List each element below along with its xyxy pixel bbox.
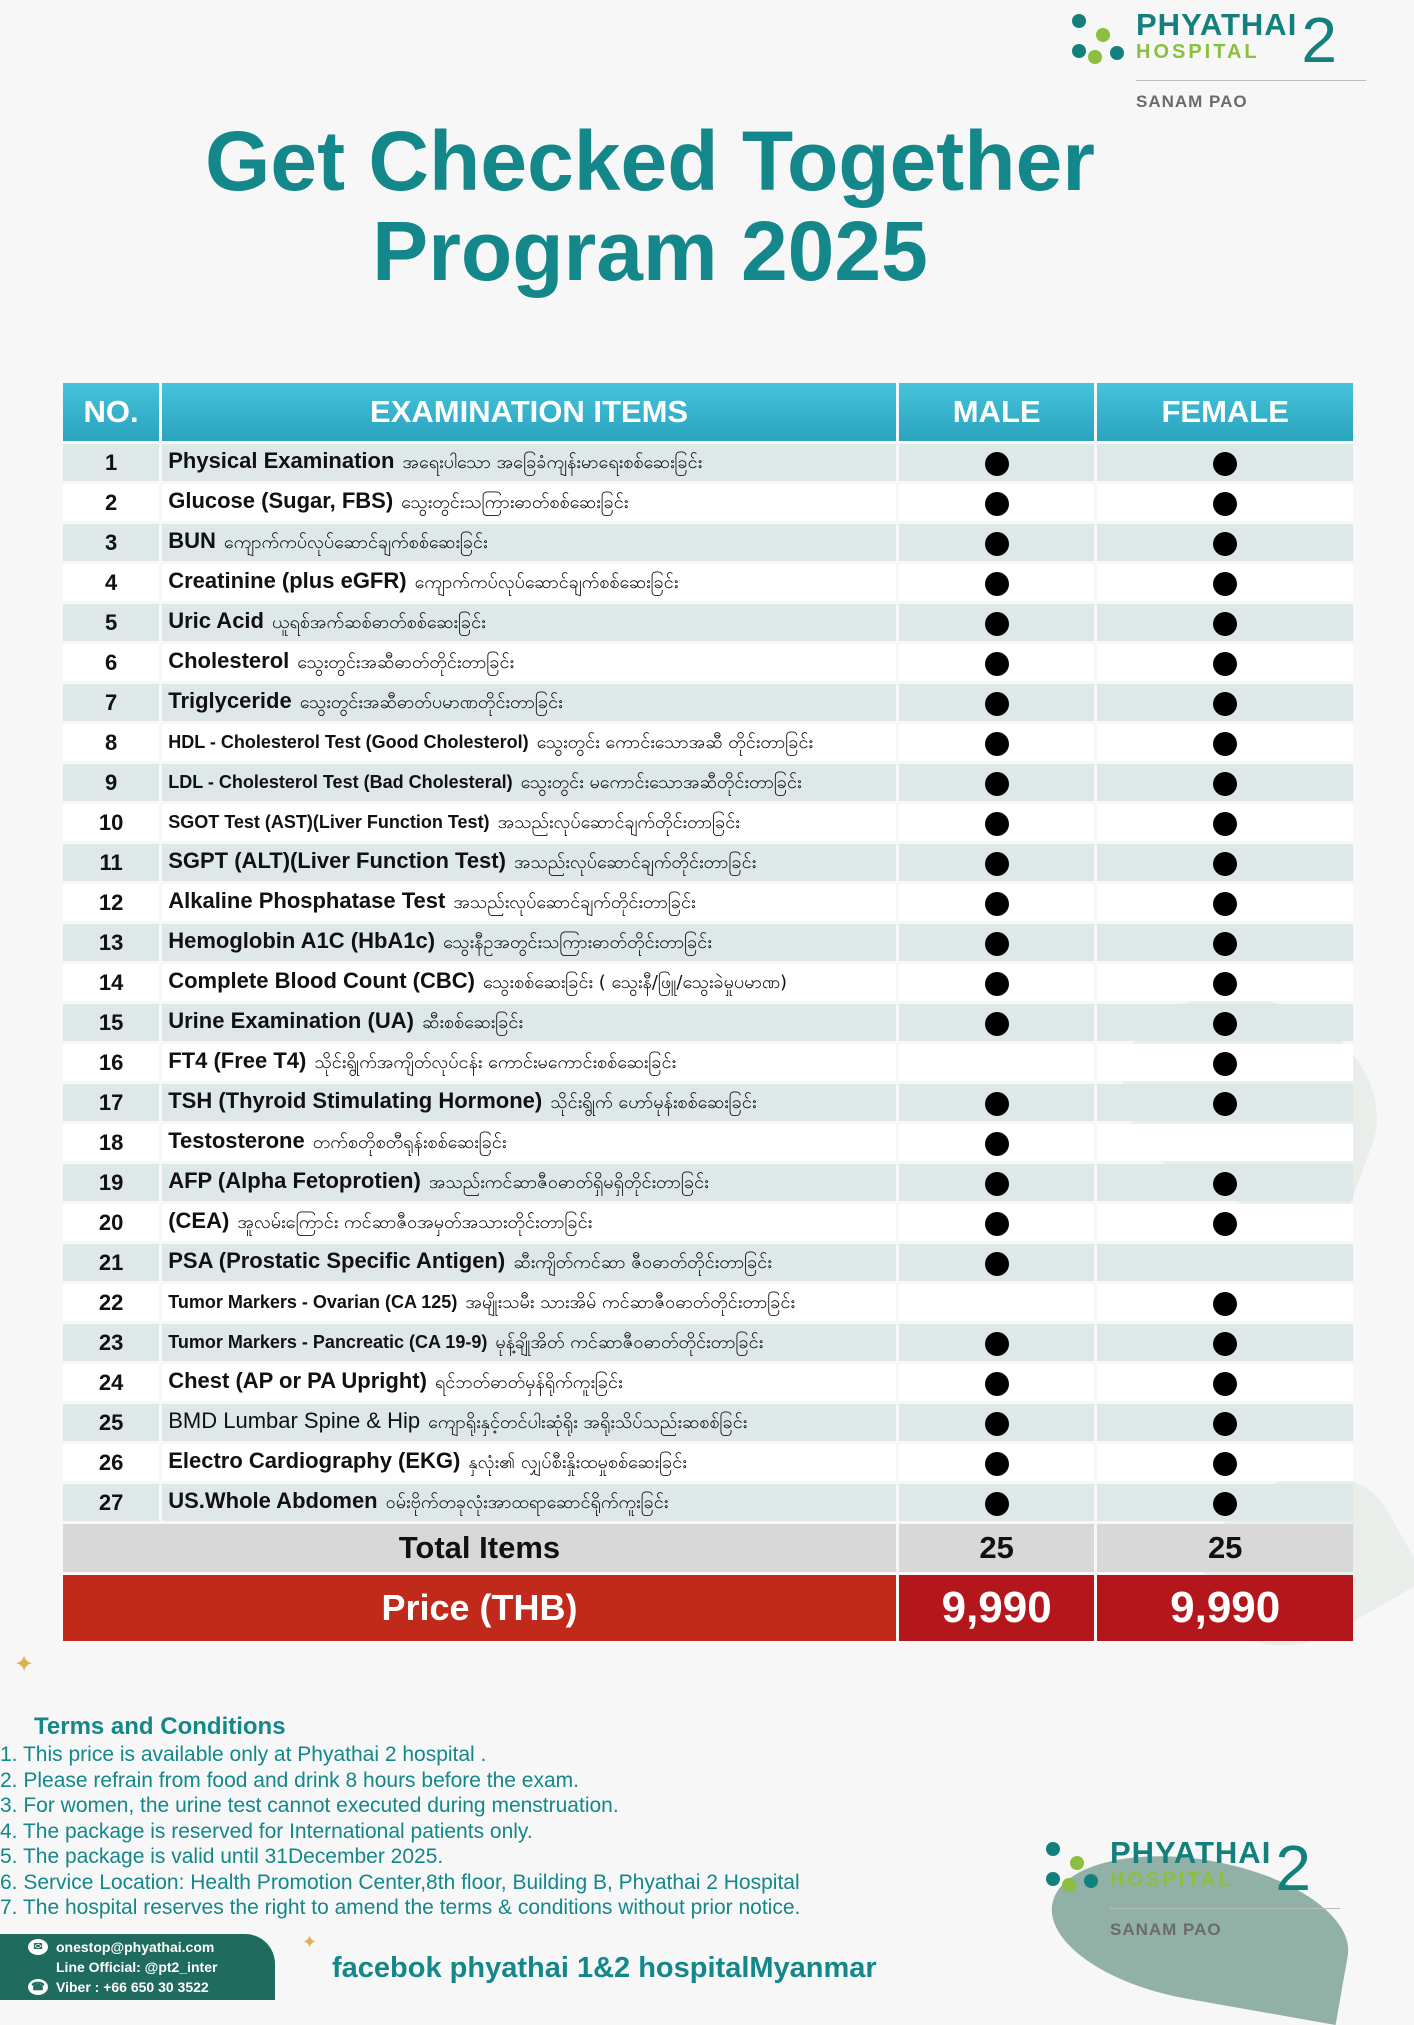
table-row [63, 444, 1353, 481]
male-mark [899, 1284, 1094, 1321]
male-mark [899, 964, 1094, 1001]
male-mark [899, 1164, 1094, 1201]
exam-item [162, 1364, 896, 1401]
exam-item-english: Cholesterol [168, 648, 290, 673]
row-number: 24 [63, 1364, 159, 1401]
female-mark [1097, 1484, 1353, 1521]
included-dot-icon [985, 1092, 1009, 1116]
exam-item-myanmar: ဆီးကျိတ်ကင်ဆာ ဇီဝဓာတ်တိုင်းတာခြင်း [513, 1252, 772, 1273]
exam-item-english: PSA (Prostatic Specific Antigen) [168, 1248, 506, 1273]
male-mark [899, 1244, 1094, 1281]
facebook-link[interactable]: facebok phyathai 1&2 hospitalMyanmar [332, 1952, 877, 1984]
table-row [63, 604, 1353, 641]
logo-name: PHYATHAI [1136, 7, 1298, 42]
exam-item-english: Tumor Markers - Ovarian (CA 125) [168, 1292, 458, 1312]
row-number: 25 [63, 1404, 159, 1441]
table-row [63, 844, 1353, 881]
male-mark [899, 1124, 1094, 1161]
row-number: 4 [63, 564, 159, 601]
exam-item-myanmar: သွေးတွင်းအဆီဓာတ်ပမာဏတိုင်းတာခြင်း [299, 692, 563, 713]
total-label: Total Items [63, 1524, 896, 1572]
exam-item [162, 1244, 896, 1281]
exam-item [162, 724, 896, 761]
logo-branch: SANAM PAO [1110, 1920, 1222, 1939]
exam-item [162, 524, 896, 561]
included-dot-icon [985, 1212, 1009, 1236]
row-number: 26 [63, 1444, 159, 1481]
included-dot-icon [1213, 492, 1237, 516]
exam-item-english: BMD Lumbar Spine & Hip [168, 1408, 421, 1433]
included-dot-icon [1213, 1292, 1237, 1316]
exam-item-myanmar: သိုင်းရွိုက် ဟော်မုန်းစစ်ဆေးခြင်း [550, 1092, 757, 1113]
exam-item-english: SGOT Test (AST)(Liver Function Test) [168, 812, 490, 832]
exam-item [162, 684, 896, 721]
exam-item-myanmar: နှလုံး၏ လျှပ်စီးနှိုးထမှုစစ်ဆေးခြင်း [468, 1452, 687, 1473]
exam-item-english: US.Whole Abdomen [168, 1488, 378, 1513]
hospital-logo-top [1066, 4, 1337, 111]
included-dot-icon [1213, 1332, 1237, 1356]
table-row [63, 684, 1353, 721]
page-title-line1: Get Checked Together [205, 114, 1095, 208]
exam-item [162, 1204, 896, 1241]
row-number: 20 [63, 1204, 159, 1241]
exam-item [162, 1004, 896, 1041]
price-female: 9,990 [1097, 1575, 1353, 1641]
row-number: 18 [63, 1124, 159, 1161]
female-mark [1097, 884, 1353, 921]
exam-item [162, 1084, 896, 1121]
exam-item [162, 484, 896, 521]
table-row [63, 1444, 1353, 1481]
table-row [63, 524, 1353, 561]
male-mark [899, 1204, 1094, 1241]
logo-branch: SANAM PAO [1136, 92, 1248, 111]
table-row [63, 1164, 1353, 1201]
exam-item [162, 1284, 896, 1321]
exam-item-english: HDL - Cholesterol Test (Good Cholesterol) [168, 732, 529, 752]
female-mark [1097, 1404, 1353, 1441]
female-mark [1097, 1044, 1353, 1081]
row-number: 6 [63, 644, 159, 681]
exam-item-myanmar: သွေးတွင်းအဆီဓာတ်တိုင်းတာခြင်း [297, 652, 515, 673]
female-mark [1097, 804, 1353, 841]
row-number: 14 [63, 964, 159, 1001]
table-row [63, 1324, 1353, 1361]
table-row [63, 1204, 1353, 1241]
terms-item: 3. For women, the urine test cannot executed during menstruation. [0, 1794, 619, 1817]
male-mark [899, 1444, 1094, 1481]
page-title-line2: Program 2025 [372, 204, 928, 298]
table-row [63, 964, 1353, 1001]
included-dot-icon [985, 492, 1009, 516]
table-row [63, 1404, 1353, 1441]
included-dot-icon [985, 1412, 1009, 1436]
total-male: 25 [899, 1524, 1094, 1572]
header-female: FEMALE [1097, 383, 1353, 441]
included-dot-icon [985, 812, 1009, 836]
exam-item-english: Urine Examination (UA) [168, 1008, 414, 1033]
exam-item-english: FT4 (Free T4) [168, 1048, 307, 1073]
exam-item [162, 1404, 896, 1441]
female-mark [1097, 1324, 1353, 1361]
male-mark [899, 1364, 1094, 1401]
included-dot-icon [1213, 1492, 1237, 1516]
female-mark [1097, 1084, 1353, 1121]
included-dot-icon [1213, 1172, 1237, 1196]
included-dot-icon [1213, 1372, 1237, 1396]
included-dot-icon [985, 1492, 1009, 1516]
female-mark [1097, 564, 1353, 601]
included-dot-icon [985, 892, 1009, 916]
included-dot-icon [985, 732, 1009, 756]
female-mark [1097, 484, 1353, 521]
included-dot-icon [985, 1132, 1009, 1156]
included-dot-icon [985, 572, 1009, 596]
exam-item [162, 804, 896, 841]
terms-item: 6. Service Location: Health Promotion Center,8th floor, Building B, Phyathai 2 Hospital [0, 1870, 800, 1894]
included-dot-icon [1213, 892, 1237, 916]
row-number: 8 [63, 724, 159, 761]
male-mark [899, 604, 1094, 641]
exam-item [162, 764, 896, 801]
included-dot-icon [985, 532, 1009, 556]
female-mark [1097, 764, 1353, 801]
included-dot-icon [985, 612, 1009, 636]
terms-list [0, 1742, 800, 1921]
exam-item-english: TSH (Thyroid Stimulating Hormone) [168, 1088, 543, 1113]
exam-item-myanmar: ကျောရိုးနှင့်တင်ပါးဆုံရိုး အရိုးသိပ်သည်းဆစစ်ခြင်း [428, 1412, 748, 1433]
included-dot-icon [985, 452, 1009, 476]
row-number: 27 [63, 1484, 159, 1521]
included-dot-icon [1213, 1212, 1237, 1236]
included-dot-icon [1213, 772, 1237, 796]
included-dot-icon [985, 1252, 1009, 1276]
header-items: EXAMINATION ITEMS [162, 383, 896, 441]
terms-item: 7. The hospital reserves the right to amend the terms & conditions without prior notice. [0, 1896, 801, 1919]
contact-email[interactable]: onestop@phyathai.com [56, 1939, 215, 1955]
row-number: 11 [63, 844, 159, 881]
exam-item-myanmar: ဆီးစစ်ဆေးခြင်း [421, 1012, 523, 1033]
included-dot-icon [985, 1452, 1009, 1476]
exam-item [162, 564, 896, 601]
exam-item [162, 884, 896, 921]
table-row [63, 484, 1353, 521]
exam-item-myanmar: သွေးတွင်း မကောင်းသောအဆီတိုင်းတာခြင်း [520, 772, 802, 793]
exam-item-myanmar: အမျိုးသမီး သားအိမ် ကင်ဆာဇီဝဓာတ်တိုင်းတာခြင်း [465, 1292, 795, 1313]
price-male: 9,990 [899, 1575, 1094, 1641]
male-mark [899, 644, 1094, 681]
header-no: NO. [63, 383, 159, 441]
female-mark [1097, 1164, 1353, 1201]
table-row [63, 1284, 1353, 1321]
female-mark [1097, 1444, 1353, 1481]
logo-molecule-icon [1066, 10, 1128, 66]
table-row [63, 884, 1353, 921]
included-dot-icon [1213, 812, 1237, 836]
table-row [63, 564, 1353, 601]
logo-sub: HOSPITAL [1136, 41, 1260, 63]
exam-item [162, 1124, 896, 1161]
male-mark [899, 764, 1094, 801]
included-dot-icon [1213, 852, 1237, 876]
table-header-row [63, 383, 1353, 441]
email-icon: ✉ [28, 1939, 48, 1955]
exam-item-myanmar: သွေးစစ်ဆေးခြင်း ( သွေးနီ/ဖြူ/သွေးခဲမှုပမာဏ) [482, 972, 788, 993]
included-dot-icon [1213, 692, 1237, 716]
exam-item-myanmar: အသည်းလုပ်ဆောင်ချက်တိုင်းတာခြင်း [453, 892, 696, 913]
table-row [63, 1124, 1353, 1161]
exam-item-myanmar: ရင်ဘတ်ဓာတ်မှန်ရိုက်ကူးခြင်း [434, 1372, 623, 1393]
row-number: 13 [63, 924, 159, 961]
female-mark [1097, 1364, 1353, 1401]
logo-name: PHYATHAI [1110, 1835, 1272, 1870]
row-number: 10 [63, 804, 159, 841]
table-row [63, 924, 1353, 961]
female-mark [1097, 1004, 1353, 1041]
table-row [63, 644, 1353, 681]
total-row [63, 1524, 1353, 1572]
hospital-logo-bottom [1040, 1832, 1311, 1939]
exam-item [162, 604, 896, 641]
row-number: 23 [63, 1324, 159, 1361]
male-mark [899, 1004, 1094, 1041]
logo-number: 2 [1275, 1832, 1311, 1904]
exam-item-myanmar: ယူရစ်အက်ဆစ်ဓာတ်စစ်ဆေးခြင်း [272, 612, 486, 633]
row-number: 9 [63, 764, 159, 801]
table-row [63, 1244, 1353, 1281]
exam-item [162, 1044, 896, 1081]
male-mark [899, 1404, 1094, 1441]
exam-item-english: Tumor Markers - Pancreatic (CA 19-9) [168, 1332, 488, 1352]
price-row [63, 1575, 1353, 1641]
contact-panel [0, 1934, 275, 2000]
row-number: 5 [63, 604, 159, 641]
exam-item [162, 964, 896, 1001]
exam-item-english: Testosterone [168, 1128, 305, 1153]
row-number: 21 [63, 1244, 159, 1281]
exam-item [162, 924, 896, 961]
female-mark [1097, 644, 1353, 681]
exam-item-myanmar: အသည်းလုပ်ဆောင်ချက်တိုင်းတာခြင်း [513, 852, 757, 873]
exam-item-english: SGPT (ALT)(Liver Function Test) [168, 848, 506, 873]
male-mark [899, 1484, 1094, 1521]
examination-table [60, 380, 1356, 1644]
included-dot-icon [985, 652, 1009, 676]
female-mark [1097, 964, 1353, 1001]
exam-item-english: Hemoglobin A1C (HbA1c) [168, 928, 436, 953]
total-female: 25 [1097, 1524, 1353, 1572]
included-dot-icon [985, 772, 1009, 796]
row-number: 3 [63, 524, 159, 561]
table-row [63, 1044, 1353, 1081]
exam-item-english: AFP (Alpha Fetoprotien) [168, 1168, 421, 1193]
row-number: 15 [63, 1004, 159, 1041]
exam-item-english: Glucose (Sugar, FBS) [168, 488, 394, 513]
included-dot-icon [1213, 572, 1237, 596]
terms-item: 4. The package is reserved for International patients only. [0, 1819, 533, 1843]
female-mark [1097, 1284, 1353, 1321]
male-mark [899, 724, 1094, 761]
included-dot-icon [985, 932, 1009, 956]
male-mark [899, 804, 1094, 841]
male-mark [899, 444, 1094, 481]
male-mark [899, 1084, 1094, 1121]
row-number: 1 [63, 444, 159, 481]
row-number: 12 [63, 884, 159, 921]
male-mark [899, 684, 1094, 721]
exam-item-english: Electro Cardiography (EKG) [168, 1448, 461, 1473]
included-dot-icon [985, 692, 1009, 716]
table-row [63, 724, 1353, 761]
included-dot-icon [985, 1372, 1009, 1396]
exam-item-myanmar: သွေးတွင်းသကြားဓာတ်စစ်ဆေးခြင်း [401, 492, 629, 513]
male-mark [899, 924, 1094, 961]
female-mark [1097, 1204, 1353, 1241]
exam-item-myanmar: ကျောက်ကပ်လုပ်ဆောင်ချက်စစ်ဆေးခြင်း [414, 572, 679, 593]
exam-item-myanmar: အသည်းလုပ်ဆောင်ချက်တိုင်းတာခြင်း [497, 812, 740, 833]
male-mark [899, 484, 1094, 521]
header-male: MALE [899, 383, 1094, 441]
included-dot-icon [1213, 932, 1237, 956]
male-mark [899, 1324, 1094, 1361]
exam-item-myanmar: တက်စတိုစတီရုန်းစစ်ဆေးခြင်း [312, 1132, 507, 1153]
price-label: Price (THB) [63, 1575, 896, 1641]
exam-item [162, 1444, 896, 1481]
female-mark [1097, 1124, 1353, 1161]
male-mark [899, 884, 1094, 921]
exam-item-english: Creatinine (plus eGFR) [168, 568, 407, 593]
included-dot-icon [1213, 972, 1237, 996]
female-mark [1097, 724, 1353, 761]
female-mark [1097, 444, 1353, 481]
exam-item-myanmar: မုန့်ချိုအိတ် ကင်ဆာဇီဝဓာတ်တိုင်းတာခြင်း [495, 1332, 764, 1353]
exam-item-english: (CEA) [168, 1208, 230, 1233]
row-number: 2 [63, 484, 159, 521]
included-dot-icon [1213, 1452, 1237, 1476]
contact-line[interactable]: Line Official: @pt2_inter [56, 1959, 218, 1975]
included-dot-icon [1213, 1412, 1237, 1436]
exam-item-myanmar: ကျောက်ကပ်လုပ်ဆောင်ချက်စစ်ဆေးခြင်း [223, 532, 488, 553]
included-dot-icon [985, 1332, 1009, 1356]
table-row [63, 1084, 1353, 1121]
logo-sub: HOSPITAL [1110, 1869, 1234, 1891]
female-mark [1097, 1244, 1353, 1281]
included-dot-icon [985, 852, 1009, 876]
exam-item [162, 844, 896, 881]
male-mark [899, 564, 1094, 601]
terms-item: 1. This price is available only at Phyathai 2 hospital . [0, 1743, 487, 1766]
exam-item [162, 444, 896, 481]
male-mark [899, 524, 1094, 561]
exam-item [162, 1324, 896, 1361]
row-number: 22 [63, 1284, 159, 1321]
included-dot-icon [1213, 1012, 1237, 1036]
exam-item-english: Chest (AP or PA Upright) [168, 1368, 427, 1393]
exam-item-english: Physical Examination [168, 448, 395, 473]
row-number: 17 [63, 1084, 159, 1121]
exam-item-english: Triglyceride [168, 688, 292, 713]
terms-item: 5. The package is valid until 31December 2025. [0, 1845, 444, 1868]
included-dot-icon [1213, 732, 1237, 756]
logo-divider [1110, 1908, 1340, 1909]
exam-item-english: BUN [168, 528, 216, 553]
table-row [63, 1484, 1353, 1521]
terms-item: 2. Please refrain from food and drink 8 hours before the exam. [0, 1768, 579, 1792]
included-dot-icon [985, 1172, 1009, 1196]
included-dot-icon [1213, 1092, 1237, 1116]
male-mark [899, 1044, 1094, 1081]
exam-item-myanmar: အူလမ်းကြောင်း ကင်ဆာဇီဝအမှတ်အသားတိုင်းတာခြင်း [237, 1212, 593, 1233]
exam-item-english: Uric Acid [168, 608, 264, 633]
female-mark [1097, 924, 1353, 961]
contact-viber[interactable]: Viber : +66 650 30 3522 [56, 1979, 209, 1995]
exam-item [162, 1484, 896, 1521]
logo-molecule-icon [1040, 1838, 1102, 1894]
exam-item-english: Alkaline Phosphatase Test [168, 888, 446, 913]
included-dot-icon [985, 972, 1009, 996]
row-number: 16 [63, 1044, 159, 1081]
row-number: 7 [63, 684, 159, 721]
exam-item-english: LDL - Cholesterol Test (Bad Cholesteral) [168, 772, 513, 792]
exam-item-myanmar: သွေးတွင်း ကောင်းသောအဆီ တိုင်းတာခြင်း [536, 732, 813, 753]
female-mark [1097, 604, 1353, 641]
included-dot-icon [1213, 612, 1237, 636]
exam-item [162, 644, 896, 681]
row-number: 19 [63, 1164, 159, 1201]
logo-number: 2 [1301, 4, 1337, 76]
included-dot-icon [1213, 652, 1237, 676]
exam-item-myanmar: သိုင်းရွိုက်အကျိတ်လုပ်ငန်း ကောင်းမကောင်းစစ်ဆေးခြင်း [314, 1052, 677, 1073]
viber-icon: ☎ [28, 1979, 48, 1995]
terms-heading: Terms and Conditions [34, 1713, 286, 1740]
exam-item-myanmar: ဝမ်းဗိုက်တခုလုံးအာထရာဆောင်ရိုက်ကူးခြင်း [385, 1492, 669, 1513]
exam-item-myanmar: အသည်းကင်ဆာဇီဝဓာတ်ရှိမရှိတိုင်းတာခြင်း [428, 1172, 709, 1193]
exam-item-english: Complete Blood Count (CBC) [168, 968, 475, 993]
sparkle-icon: ✦ [302, 1932, 318, 1952]
exam-item-myanmar: အရေးပါသော အခြေခံကျန်းမာရေးစစ်ဆေးခြင်း [402, 452, 703, 473]
female-mark [1097, 524, 1353, 561]
included-dot-icon [1213, 452, 1237, 476]
table-row [63, 1004, 1353, 1041]
table-row [63, 804, 1353, 841]
female-mark [1097, 684, 1353, 721]
included-dot-icon [985, 1012, 1009, 1036]
logo-divider [1136, 80, 1366, 81]
table-row [63, 1364, 1353, 1401]
female-mark [1097, 844, 1353, 881]
male-mark [899, 844, 1094, 881]
table-row [63, 764, 1353, 801]
sparkle-icon: ✦ [14, 1651, 35, 1678]
exam-item [162, 1164, 896, 1201]
included-dot-icon [1213, 1052, 1237, 1076]
included-dot-icon [1213, 532, 1237, 556]
exam-item-myanmar: သွေးနီဥအတွင်းသကြားဓာတ်တိုင်းတာခြင်း [443, 932, 712, 953]
